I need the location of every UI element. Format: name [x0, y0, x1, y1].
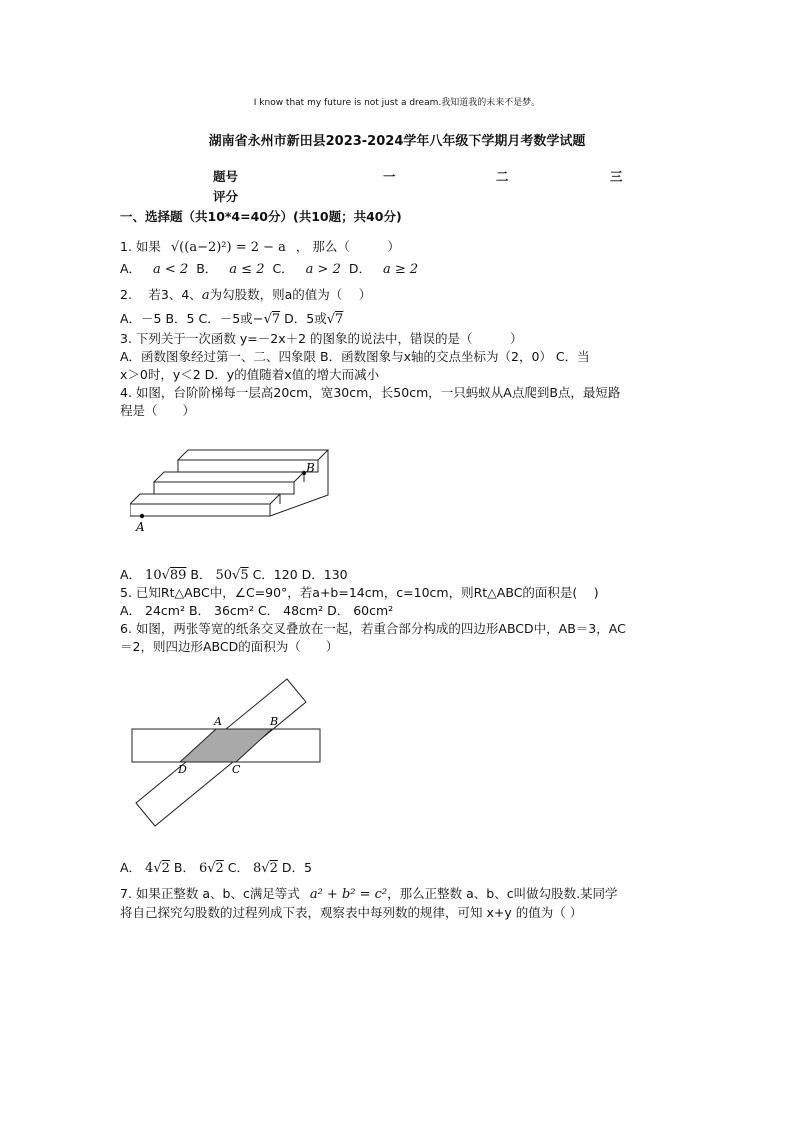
q6-option-a-sqrt: √	[153, 861, 162, 876]
q2-sqrt-sign: √	[326, 312, 335, 327]
q1-option-c-label: C．	[272, 261, 294, 276]
q6-option-b-coef: 6	[198, 861, 208, 876]
q6-option-a-label: A．	[120, 860, 142, 875]
q2-options-a-c: A．－5 B．5 C．－5或	[120, 311, 253, 326]
q6-option-d: D．5	[277, 860, 312, 875]
q2-sqrt7-d: 7	[335, 312, 344, 327]
q1-option-a: a < 2	[153, 262, 189, 277]
q6-option-b-rad: 2	[215, 861, 224, 876]
q6-stem-line2: ＝2，则四边形ABCD的面积为（ ）	[120, 639, 339, 654]
q4-option-a-label: A．	[120, 567, 142, 582]
label-b: B	[306, 461, 315, 475]
q5-stem: 5. 已知Rt△ABC中，∠C=90°，若a+b=14cm，c=10cm，则Rt△ABC的面积是( )	[120, 585, 599, 600]
q5-options: A． 24cm² B． 36cm² C． 48cm² D． 60cm²	[120, 603, 394, 618]
label-c: C	[232, 763, 241, 776]
q2-prefix: 2. 若3、4、	[120, 287, 202, 302]
q6-option-c-label: C．	[223, 860, 250, 875]
q4-option-b-coef: 50	[215, 568, 233, 583]
q1-option-a-label: A．	[120, 261, 142, 276]
q1-option-b-label: B．	[196, 261, 218, 276]
q6-option-b-sqrt: √	[207, 861, 216, 876]
stair-riser-3	[130, 504, 270, 516]
q1-option-d-label: D．	[348, 261, 371, 276]
q4-option-a-coef: 10	[145, 568, 162, 583]
q4-option-c-d: C．120 D．130	[248, 567, 348, 582]
q4-stem-line2: 程是（ ）	[120, 403, 196, 418]
q3-stem: 3. 下列关于一次函数 y=－2x＋2 的图象的说法中，错误的是（ ）	[120, 331, 523, 346]
staircase-figure	[130, 430, 340, 535]
q7-suffix: ，那么正整数 a、b、c叫做勾股数.某同学	[387, 886, 618, 901]
motto-line: I know that my future is not just a dream.我知道我的未来不是梦。	[253, 98, 541, 108]
label-d: D	[178, 763, 187, 776]
q7-stem-line2: 将自己探究勾股数的过程列成下表，观察表中每列数的规律，可知 x+y 的值为（ ）	[120, 905, 583, 920]
question-2	[120, 286, 371, 305]
section-header: 一、选择题（共10*4=40分）(共10题；共40分)	[120, 209, 402, 224]
q3-options-line1: A．函数图象经过第一、二、四象限 B．函数图象与x轴的交点坐标为（2，0） C．当	[120, 349, 590, 364]
paper-strips-figure	[128, 676, 328, 831]
q2-var: a	[201, 288, 210, 303]
q7-prefix: 7. 如果正整数 a、b、c满足等式	[120, 886, 300, 901]
label-a: A	[214, 715, 222, 728]
stair-top-3	[130, 494, 280, 504]
q6-option-b-label: B．	[169, 860, 195, 875]
q1-prefix: 1. 如果	[120, 239, 161, 254]
q6-option-c-coef: 8	[253, 861, 262, 876]
stair-top-2	[154, 472, 304, 482]
score-table-header-label: 题号	[213, 169, 239, 184]
q6-option-c-rad: 2	[269, 861, 278, 876]
q4-stem-line1: 4. 如图，台阶阶梯每一层高20cm，宽30cm，长50cm，一只蚂蚁从A点爬到B点，最短路	[120, 385, 621, 400]
q1-option-c: a > 2	[305, 262, 341, 277]
q4-option-a-sqrt: √	[161, 568, 170, 583]
stair-riser-2	[154, 482, 294, 494]
q6-options	[120, 859, 312, 878]
q7-stem-line1	[120, 885, 618, 904]
stair-top-1	[178, 450, 328, 460]
q2-minus-sqrt: −√	[252, 312, 272, 327]
score-table-col-1: 一	[383, 169, 396, 184]
q1-formula: √((a−2)²) = 2 − a	[170, 240, 286, 255]
q6-option-a-coef: 4	[145, 861, 154, 876]
q4-options	[120, 566, 348, 585]
score-table-row-label: 评分	[213, 189, 239, 204]
label-a: A	[136, 520, 145, 534]
q6-stem-line1: 6. 如图，两张等宽的纸条交叉叠放在一起，若重合部分构成的四边形ABCD中，AB＝3，AC	[120, 621, 626, 636]
q4-option-b-rad: 5	[240, 568, 249, 583]
q2-suffix: 为勾股数，则a的值为（ ）	[209, 287, 372, 302]
question-1	[120, 238, 400, 257]
q6-option-c-sqrt: √	[261, 861, 270, 876]
q2-option-d: D．5或	[280, 311, 327, 326]
stair-riser-1	[178, 460, 318, 472]
q7-formula: a² + b² = c²	[309, 887, 388, 902]
q1-suffix: ， 那么（ ）	[295, 239, 400, 254]
q4-option-b-sqrt: √	[232, 568, 241, 583]
q4-option-a-rad: 89	[169, 568, 187, 583]
page-title: 湖南省永州市新田县2023-2024学年八年级下学期月考数学试题	[208, 134, 586, 149]
score-table-col-2: 二	[496, 169, 509, 184]
q1-option-b: a ≤ 2	[229, 262, 265, 277]
q4-option-b-label: B．	[186, 567, 212, 582]
q2-sqrt7-c: 7	[271, 312, 281, 327]
score-table-col-3: 三	[610, 169, 623, 184]
q1-option-d: a ≥ 2	[382, 262, 419, 277]
q6-option-a-rad: 2	[161, 861, 170, 876]
q3-options-line2: x＞0时，y＜2 D．y的值随着x值的增大而减小	[120, 367, 380, 382]
q2-options	[120, 310, 343, 329]
q1-options	[120, 260, 418, 279]
label-b: B	[270, 715, 279, 728]
point-a	[140, 514, 144, 518]
